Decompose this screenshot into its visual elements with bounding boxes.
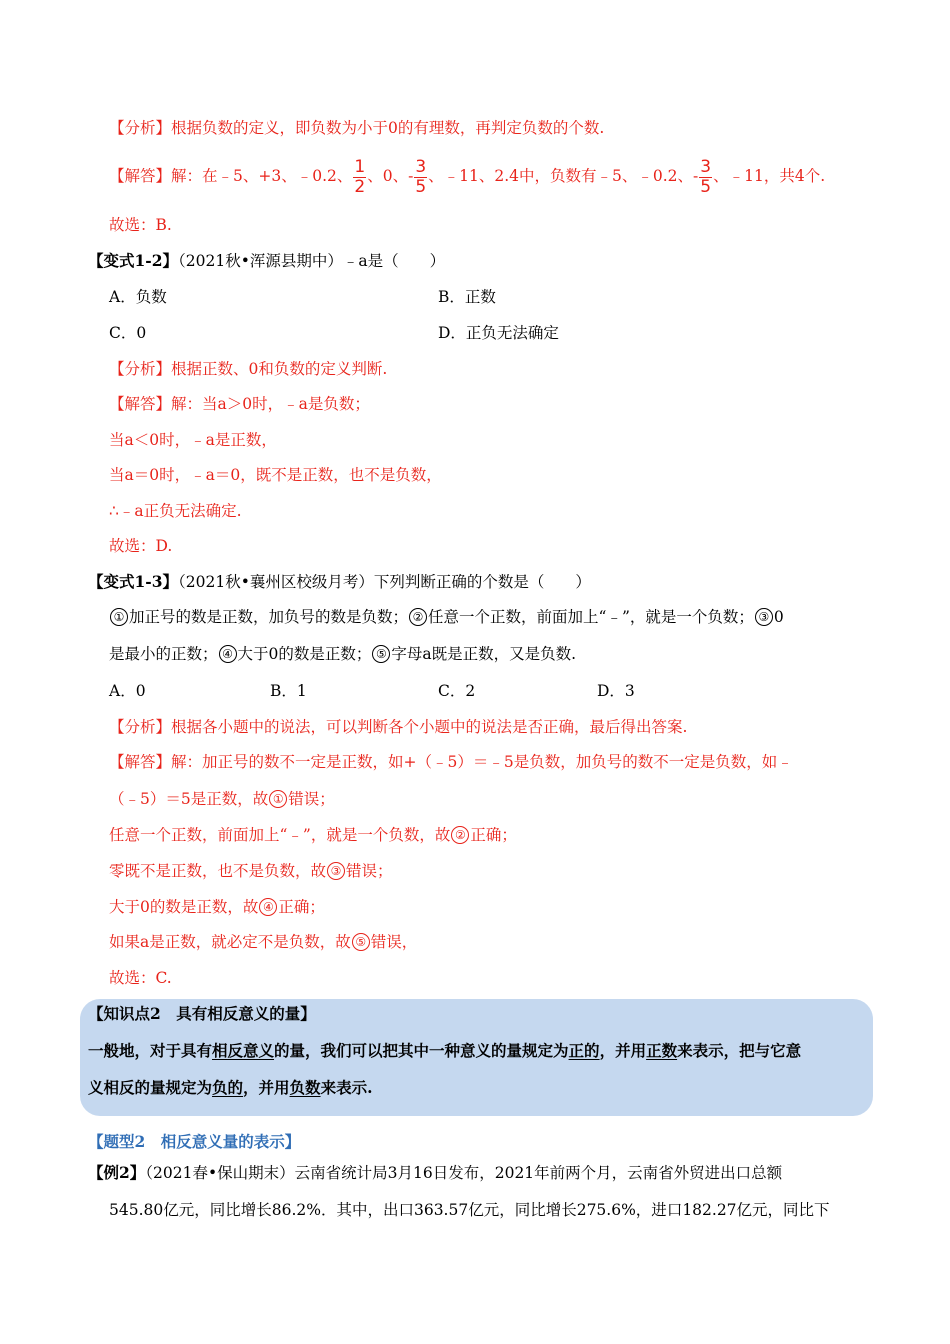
- statement-line-2: [109, 643, 576, 665]
- underlined-term: 正的: [568, 1041, 600, 1060]
- knowledge-text: 一般地，对于具有: [88, 1041, 213, 1060]
- answer-line: ∴﹣a正负无法确定.: [109, 502, 242, 520]
- circled-number: ②: [451, 826, 469, 844]
- choice-line: 故选：B.: [109, 216, 172, 234]
- fraction-3-5-b: [699, 158, 712, 197]
- answer-line: 当a＝0时，﹣a＝0，既不是正数，也不是负数，: [109, 466, 442, 484]
- analysis-text: 根据各小题中的说法，可以判断各个小题中的说法是否正确，最后得出答案.: [171, 718, 688, 736]
- fraction-denominator: 5: [700, 176, 712, 197]
- example-tag: 【例2】: [88, 1163, 146, 1182]
- answer-line: [109, 931, 417, 953]
- answer-text: 如果a是正数，就必定不是负数，故: [109, 933, 351, 951]
- knowledge-text-line-2: [88, 1077, 372, 1099]
- question-text: ﹣a是（ ）: [342, 252, 446, 270]
- statement-text: 加正号的数是正数，加负号的数是负数；: [129, 608, 409, 626]
- circled-number: ④: [259, 898, 277, 916]
- circled-number: ③: [327, 862, 345, 880]
- answer-text: 正确；: [278, 898, 325, 916]
- option-d: D．3: [597, 682, 635, 700]
- answer-text: 零既不是正数，也不是负数，故: [109, 862, 327, 880]
- knowledge-text: 来表示，把与它意: [677, 1041, 802, 1060]
- analysis-line: [109, 117, 604, 139]
- circled-number: ①: [110, 608, 128, 626]
- example-source: （2021春•保山期末）: [145, 1164, 295, 1182]
- question-source: （2021秋•襄州区校级月考）: [178, 573, 374, 591]
- fraction-numerator: 3: [700, 156, 712, 177]
- analysis-tag: 【分析】: [109, 360, 172, 378]
- example-2-line-1: [88, 1162, 782, 1184]
- answer-text-d: 、﹣11，共4个.: [713, 167, 826, 185]
- answer-text-b: 、0、-: [367, 167, 414, 185]
- answer-line: [109, 393, 370, 415]
- answer-line: [109, 824, 517, 846]
- variant-tag: 【变式1-2】: [88, 251, 179, 270]
- answer-text: 任意一个正数，前面加上“﹣”，就是一个负数，故: [109, 826, 451, 844]
- knowledge-title: 【知识点2 具有相反意义的量】: [88, 1004, 316, 1023]
- answer-text: 错误，: [370, 933, 418, 951]
- circled-number: ③: [755, 608, 773, 626]
- option-c: C．2: [438, 682, 476, 700]
- circled-number: ①: [269, 790, 287, 808]
- analysis-line: [109, 716, 687, 738]
- fraction-denominator: 2: [354, 176, 366, 197]
- example-2-line-2: 545.80亿元，同比增长86.2%．其中，出口363.57亿元，同比增长275.6%，进口182.27亿元，同比下: [109, 1201, 830, 1219]
- answer-text: 解：加正号的数不一定是正数，如+（﹣5）＝﹣5是负数，加负号的数不一定是负数，如﹣: [171, 753, 793, 771]
- answer-text: 错误；: [346, 862, 393, 880]
- option-a: A．0: [109, 682, 146, 700]
- fraction-1-2: [353, 158, 366, 197]
- fraction-numerator: 3: [415, 156, 427, 177]
- statement-text: 任意一个正数，前面加上“﹣”，就是一个负数；: [428, 608, 754, 626]
- question-stem-1-3: [88, 571, 591, 593]
- statement-text: 0: [773, 608, 784, 626]
- answer-line: [109, 153, 825, 199]
- statement-text: 大于0的数是正数；: [237, 645, 372, 663]
- variant-tag: 【变式1-3】: [88, 572, 179, 591]
- knowledge-text: ，并用: [599, 1041, 647, 1060]
- statement-text: 字母a既是正数，又是负数.: [391, 645, 577, 663]
- knowledge-text: 来表示.: [320, 1078, 373, 1097]
- question-source: （2021秋•浑源县期中）: [178, 252, 343, 270]
- answer-text: 正确；: [470, 826, 517, 844]
- analysis-text: 根据正数、0和负数的定义判断.: [171, 360, 388, 378]
- circled-number: ②: [409, 608, 427, 626]
- answer-text: 错误；: [288, 790, 335, 808]
- answer-line: [109, 788, 335, 810]
- option-d: D．正负无法确定: [438, 324, 559, 342]
- analysis-line: [109, 358, 387, 380]
- option-c: C．0: [109, 324, 147, 342]
- fraction-denominator: 5: [415, 176, 427, 197]
- analysis-text: 根据负数的定义，即负数为小于0的有理数，再判定负数的个数.: [171, 119, 605, 137]
- choice-line: 故选：D.: [109, 537, 173, 555]
- answer-text: 解：当a＞0时，﹣a是负数；: [171, 395, 370, 413]
- answer-line: [109, 751, 793, 773]
- choice-line: 故选：C.: [109, 969, 172, 987]
- analysis-tag: 【分析】: [109, 119, 172, 137]
- example-text: 云南省统计局3月16日发布，2021年前两个月，云南省外贸进出口总额: [294, 1164, 783, 1182]
- underlined-term: 相反意义: [212, 1041, 275, 1060]
- circled-number: ④: [219, 645, 237, 663]
- statement-text: 是最小的正数；: [109, 645, 218, 663]
- answer-tag: 【解答】: [109, 167, 172, 185]
- circled-number: ⑤: [372, 645, 390, 663]
- answer-line: 当a＜0时，﹣a是正数，: [109, 431, 277, 449]
- underlined-term: 正数: [646, 1041, 678, 1060]
- option-a: A．负数: [109, 288, 167, 306]
- circled-number: ⑤: [352, 933, 370, 951]
- option-b: B．正数: [438, 288, 496, 306]
- answer-text: （﹣5）＝5是正数，故: [109, 790, 269, 808]
- option-b: B．1: [270, 682, 307, 700]
- section-title: 【题型2 相反意义量的表示】: [88, 1132, 301, 1151]
- fraction-3-5: [414, 158, 427, 197]
- answer-line: [109, 896, 325, 918]
- answer-text-c: 、﹣11、2.4中，负数有﹣5、﹣0.2、-: [428, 167, 699, 185]
- question-text: 下列判断正确的个数是（ ）: [373, 573, 591, 591]
- question-stem-1-2: [88, 250, 445, 272]
- knowledge-text-line-1: [88, 1040, 801, 1062]
- statement-line-1: [109, 606, 784, 628]
- answer-text-a: 解：在﹣5、+3、﹣0.2、: [171, 167, 353, 185]
- analysis-tag: 【分析】: [109, 718, 172, 736]
- answer-text: 大于0的数是正数，故: [109, 898, 259, 916]
- answer-tag: 【解答】: [109, 395, 172, 413]
- fraction-numerator: 1: [354, 156, 366, 177]
- underlined-term: 负的: [212, 1078, 244, 1097]
- answer-tag: 【解答】: [109, 753, 172, 771]
- knowledge-text: ，并用: [243, 1078, 290, 1097]
- underlined-term: 负数: [289, 1078, 321, 1097]
- answer-line: [109, 860, 393, 882]
- knowledge-text: 的量，我们可以把其中一种意义的量规定为: [274, 1041, 569, 1060]
- knowledge-text: 义相反的量规定为: [88, 1078, 213, 1097]
